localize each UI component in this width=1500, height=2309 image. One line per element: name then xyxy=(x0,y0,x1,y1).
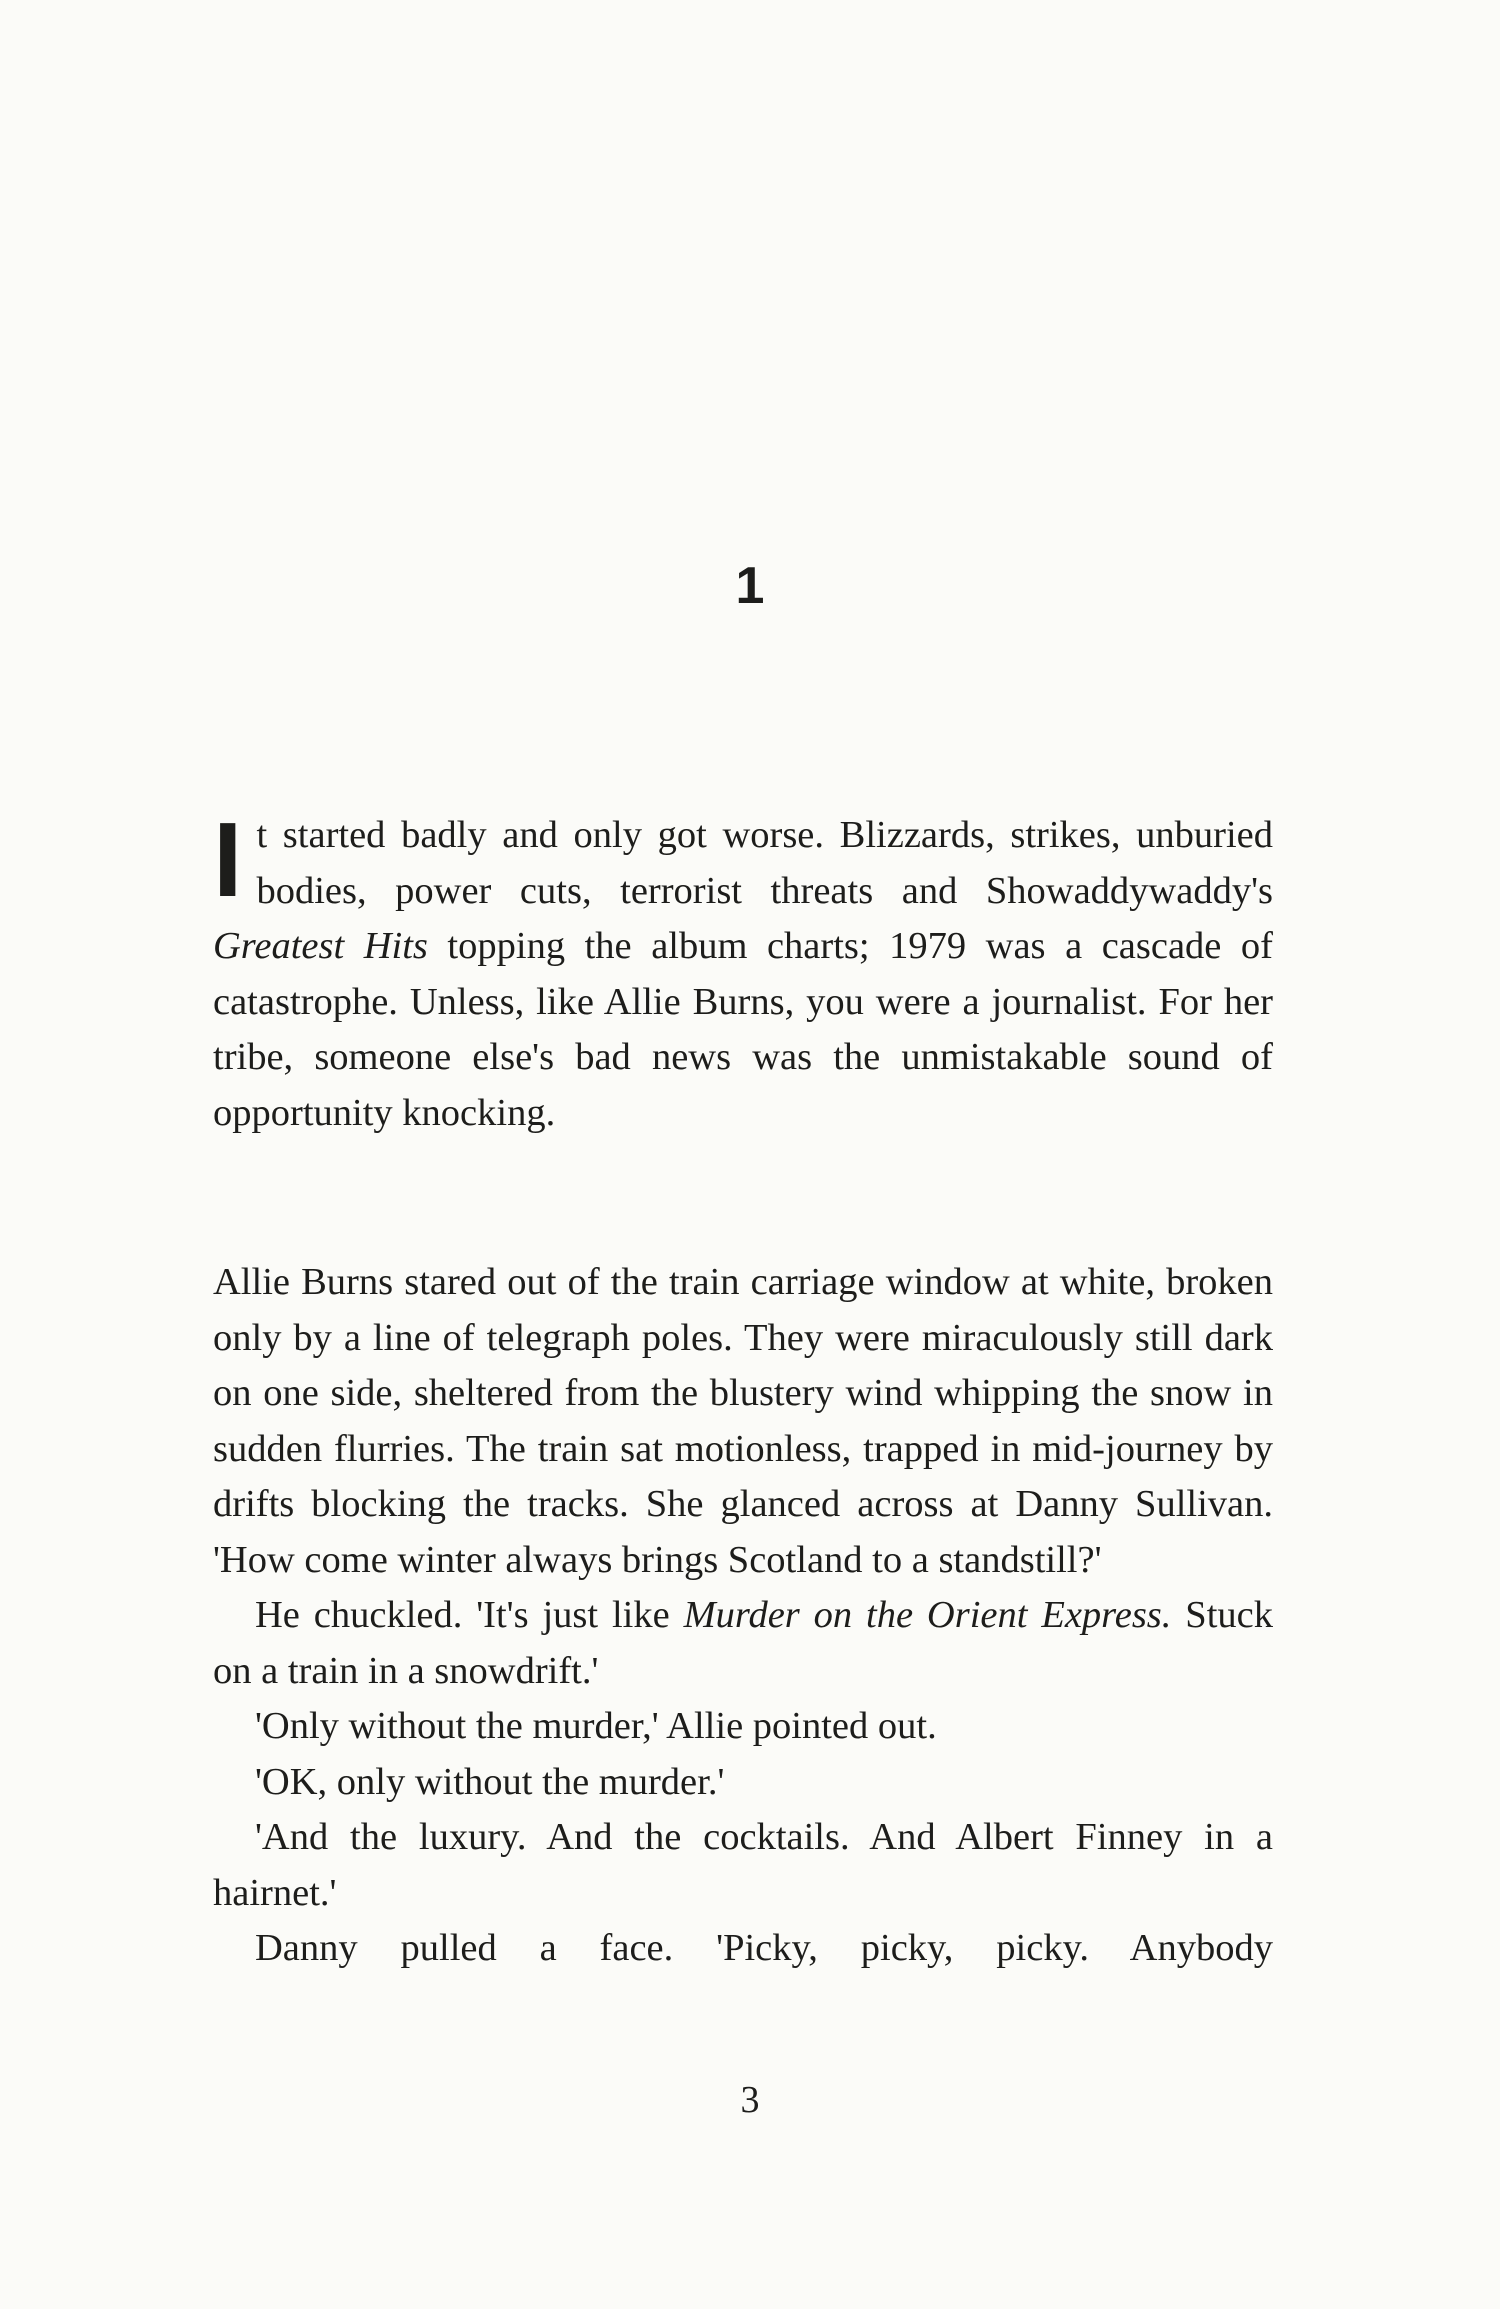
opening-paragraph-block xyxy=(213,801,1273,1141)
paragraph-luxury: 'And the luxury. And the cocktails. And Albert Finney in a hairnet.' xyxy=(213,1816,1273,1914)
orient-text-a: He chuckled. 'It's just like xyxy=(255,1594,684,1636)
opening-text-a: t started badly and only got worse. Blizzards, strikes, unburied bodies, power cuts, terrorist threats and Showaddywaddy's xyxy=(256,814,1273,912)
paragraph-orient-express xyxy=(213,1588,1273,1699)
section-two-block xyxy=(213,1255,1273,1977)
opening-paragraph xyxy=(213,801,1273,1141)
paragraph-train-window: Allie Burns stared out of the train carriage window at white, broken only by a line of telegraph poles. They were miraculously still dark on one side, sheltered from the blustery wind whipping the snow in sudden flurries. The train sat motionless, trapped in mid-journey by drifts blocking the tracks. She glanced across at Danny Sullivan. 'How come winter always brings Scotland to a standstill?' xyxy=(213,1261,1273,1581)
paragraph-without-murder: 'Only without the murder,' Allie pointed out. xyxy=(255,1705,937,1747)
opening-italic-title: Greatest Hits xyxy=(213,925,428,967)
paragraph-ok-without-murder: 'OK, only without the murder.' xyxy=(255,1760,725,1803)
drop-cap-initial: I xyxy=(213,801,243,919)
chapter-number: 1 xyxy=(735,557,765,615)
page-number: 3 xyxy=(740,2079,760,2121)
opening-text-b: topping the album charts; 1979 was a cascade of catastrophe. Unless, like Allie Burns, you were a journalist. For her tribe, someone else's bad news was the unmistakable sound of opportunity knocking. xyxy=(213,925,1273,1134)
orient-text-b: Stuck on a train in a snowdrift.' xyxy=(213,1594,1273,1692)
paragraph-danny-face: Danny pulled a face. 'Picky, picky, picky. Anybody xyxy=(255,1927,1273,1969)
orient-italic-title: Murder on the Orient Express. xyxy=(683,1594,1172,1636)
